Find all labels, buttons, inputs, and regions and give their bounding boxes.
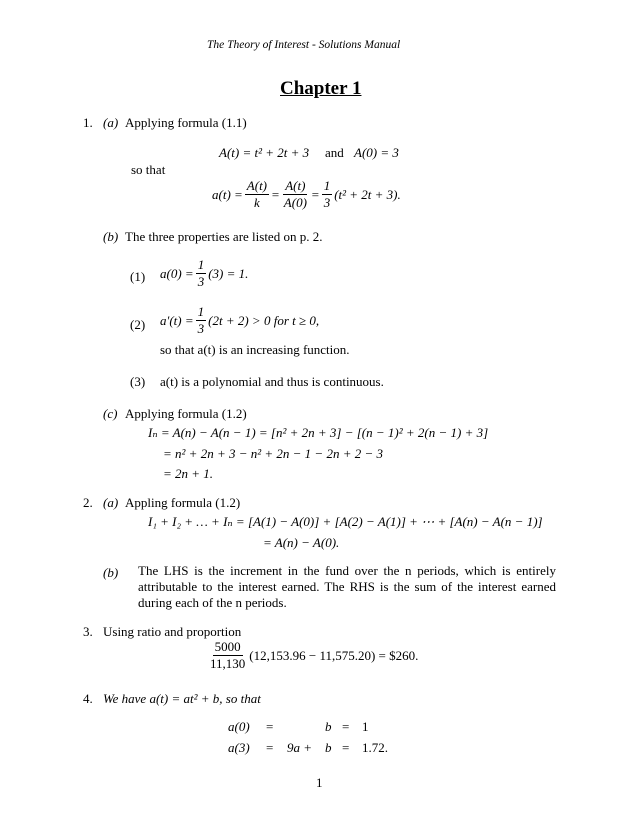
eq2-lhs: a(t) = <box>212 186 243 202</box>
eq-accumulation: A(t) = t² + 2t + 3 <box>219 145 310 160</box>
prop2-fraction <box>196 305 207 335</box>
running-header: The Theory of Interest - Solutions Manual <box>207 39 401 51</box>
sys-row-2-eq: = <box>266 740 274 755</box>
sys-row-2-eq2: = <box>342 740 350 755</box>
problem-3-fraction <box>208 640 247 670</box>
sys-row-1-lhs: a(0) <box>228 719 250 734</box>
problem-4-text: We have a(t) = at² + b, so that <box>103 691 261 706</box>
property-3-text: a(t) is a polynomial and thus is continuous. <box>160 374 384 389</box>
eq-initial: A(0) = 3 <box>354 145 399 160</box>
chapter-title: Chapter 1 <box>280 78 362 99</box>
eq-a-of-t: a(t) = $\frac{A(t)}{k}$ = $\frac{A(t)}{A(0)}$ = $\frac{1}{3}$ (t² + 2t + 3). <box>212 178 401 210</box>
problem-2-number: 2. <box>83 495 93 510</box>
prop2-lhs: a′(t) = <box>160 312 194 328</box>
problem-3-tail: (12,153.96 − 11,575.20) = $260. <box>249 647 419 663</box>
sys-row-2-b: b <box>325 740 332 755</box>
prop1-den: 3 <box>197 273 205 289</box>
problem-1c-label: (c) <box>103 406 118 421</box>
problem-3-number: 3. <box>83 624 93 639</box>
problem-3-equation <box>206 640 418 670</box>
problem-3-text: Using ratio and proportion <box>103 624 242 639</box>
prop1-lhs: a(0) = <box>160 265 194 281</box>
problem-4-number: 4. <box>83 691 93 706</box>
problem-1c-text: Applying formula (1.2) <box>125 406 247 421</box>
property-1-eq <box>160 258 248 288</box>
sys-row-2-val: 1.72. <box>362 740 388 755</box>
sys-row-1-val: 1 <box>362 719 369 734</box>
problem-3-den: 11,130 <box>210 655 246 671</box>
c-equation-line-3: = 2n + 1. <box>163 466 214 481</box>
problem-2a-text: Appling formula (1.2) <box>125 495 241 510</box>
problem-1-number: 1. <box>83 115 93 130</box>
problem-2-line-2: = A(n) − A(0). <box>263 535 340 550</box>
fraction-1 <box>245 179 269 209</box>
c-equation-line-1: Iₙ = A(n) − A(n − 1) = [n² + 2n + 3] − [(n − 1)² + 2(n − 1) + 3] <box>148 425 489 440</box>
problem-3-num: 5000 <box>214 639 241 654</box>
fraction-2-num: A(t) <box>285 178 306 193</box>
problem-1b-label: (b) <box>103 229 119 244</box>
prop1-tail: (3) = 1. <box>208 265 249 281</box>
problem-2-line-1: I₁ + I₂ + … + Iₙ = [A(1) − A(0)] + [A(2) − A(1)] + ⋯ + [A(n) − A(n − 1)] <box>148 514 543 529</box>
c-equation-line-2: = n² + 2n + 3 − n² + 2n − 1 − 2n + 2 − 3 <box>163 446 383 461</box>
prop2-den: 3 <box>197 320 205 336</box>
so-that-text: so that <box>131 162 166 177</box>
problem-2b-label: (b) <box>103 565 119 580</box>
eq-and: and <box>325 145 344 160</box>
prop2-tail: (2t + 2) > 0 for t ≥ 0, <box>208 312 320 328</box>
problem-2a-label: (a) <box>103 495 119 510</box>
fraction-3 <box>322 179 333 209</box>
fraction-1-num: A(t) <box>246 178 268 193</box>
property-2-label: (2) <box>130 317 146 332</box>
property-1-label: (1) <box>130 269 146 284</box>
prop1-num: 1 <box>197 257 205 272</box>
property-2-eq <box>160 305 319 335</box>
page-number: 1 <box>316 775 323 790</box>
fraction-2-den: A(0) <box>283 194 307 210</box>
sys-row-1-eq: = <box>266 719 274 734</box>
property-2-note: so that a(t) is an increasing function. <box>160 342 350 357</box>
sys-row-1-b: b <box>325 719 332 734</box>
fraction-3-den: 3 <box>323 194 331 210</box>
property-3-label: (3) <box>130 374 146 389</box>
fraction-3-num: 1 <box>323 178 331 193</box>
prop2-num: 1 <box>197 304 205 319</box>
sys-row-2-mid: 9a + <box>287 740 313 755</box>
problem-1b-text: The three properties are listed on p. 2. <box>125 229 323 244</box>
problem-1a-text: Applying formula (1.1) <box>125 115 247 130</box>
problem-2b-text: The LHS is the increment in the fund over the n periods, which is entirely attributable to the interest earned. The RHS is the sum of the interest earned during each of the n periods. <box>138 563 556 610</box>
fraction-2 <box>282 179 309 209</box>
problem-1a-label: (a) <box>103 115 119 130</box>
sys-row-2-lhs: a(3) <box>228 740 250 755</box>
eq2-tail: (t² + 2t + 3). <box>334 186 401 202</box>
sys-row-1-eq2: = <box>342 719 350 734</box>
prop1-fraction <box>196 258 207 288</box>
fraction-1-den: k <box>254 194 260 210</box>
